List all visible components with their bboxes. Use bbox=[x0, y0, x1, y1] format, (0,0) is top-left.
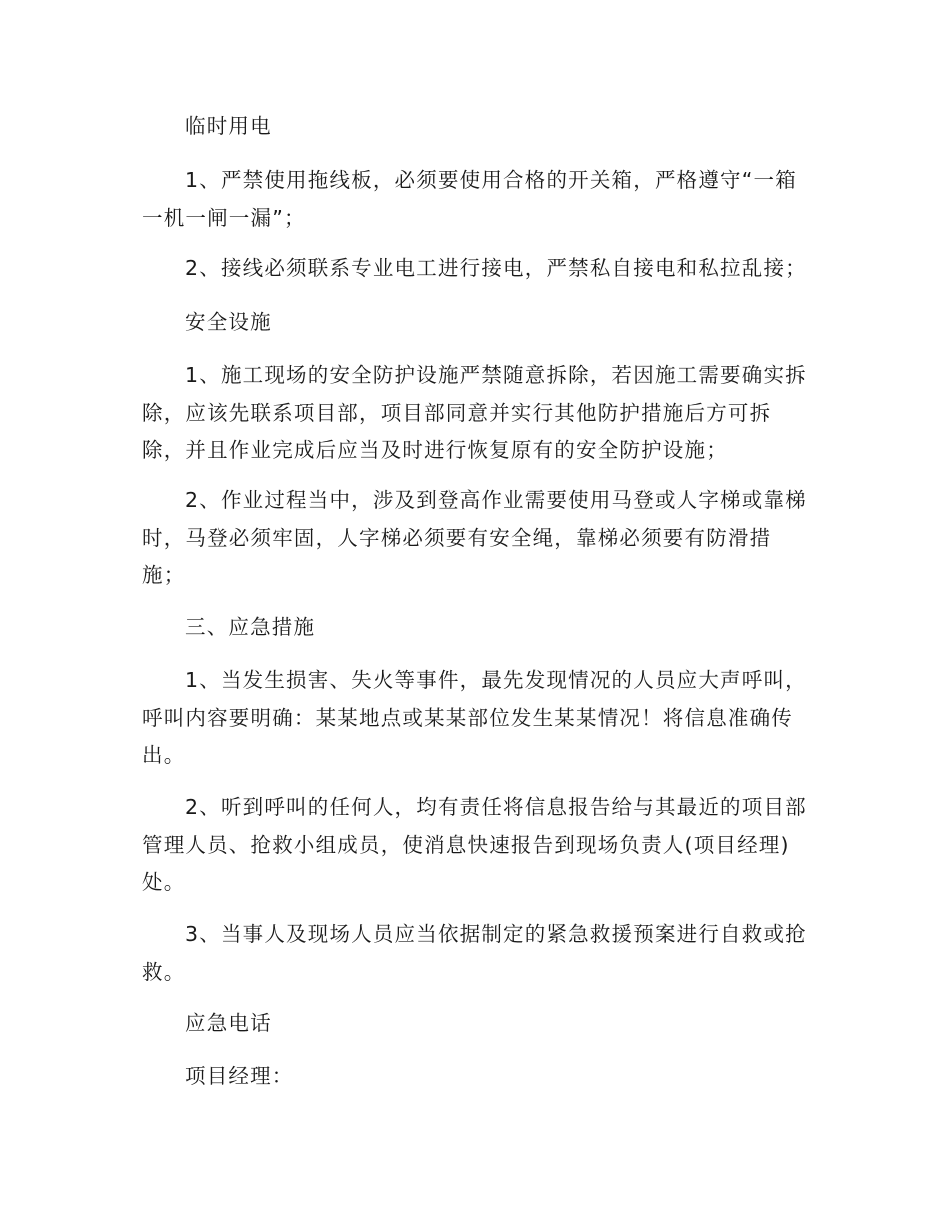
paragraph-call-for-help bbox=[142, 662, 807, 775]
text-line: 1、严禁使用拖线板，必须要使用合格的开关箱，严格遵守“一箱 bbox=[185, 168, 797, 192]
heading-emergency-measures bbox=[142, 609, 807, 647]
text-line: 一机一闸一漏”； bbox=[142, 205, 306, 230]
paragraph-working-at-height bbox=[142, 482, 807, 595]
text-line: 除，应该先联系项目部，项目部同意并实行其他防护措施后方可拆 bbox=[142, 400, 772, 425]
label-project-manager bbox=[142, 1058, 807, 1096]
text-line: 2、接线必须联系专业电工进行接电，严禁私自接电和私拉乱接； bbox=[185, 256, 807, 280]
text-line: 救。 bbox=[142, 959, 186, 984]
text-line: 1、施工现场的安全防护设施严禁随意拆除，若因施工需要确实拆 bbox=[185, 363, 807, 387]
text-line: 呼叫内容要明确：某某地点或某某部位发生某某情况！将信息准确传 bbox=[142, 705, 793, 730]
heading-safety-facilities bbox=[142, 304, 807, 342]
text-line: 安全设施 bbox=[185, 310, 272, 334]
text-line: 时，马登必须牢固，人字梯必须要有安全绳，靠梯必须要有防滑措 bbox=[142, 525, 772, 550]
text-line: 2、听到呼叫的任何人，均有责任将信息报告给与其最近的项目部 bbox=[185, 795, 807, 819]
text-line: 临时用电 bbox=[185, 114, 272, 138]
paragraph-wiring-rule bbox=[142, 250, 807, 288]
paragraph-protection-removal bbox=[142, 357, 807, 470]
text-line: 处。 bbox=[142, 870, 186, 894]
paragraph-self-rescue bbox=[142, 916, 807, 991]
text-line: 出。 bbox=[142, 743, 186, 767]
heading-temporary-electricity bbox=[142, 108, 807, 146]
text-line: 施； bbox=[142, 563, 186, 587]
heading-emergency-phone bbox=[142, 1005, 807, 1043]
paragraph-power-strip-rule bbox=[142, 162, 807, 237]
text-line: 管理人员、抢救小组成员，使消息快速报告到现场负责人(项目经理) bbox=[142, 832, 790, 857]
text-line: 应急电话 bbox=[185, 1011, 272, 1035]
text-line: 1、当发生损害、失火等事件，最先发现情况的人员应大声呼叫， bbox=[185, 668, 807, 692]
text-line: 项目经理： bbox=[185, 1064, 294, 1088]
text-line: 2、作业过程当中，涉及到登高作业需要使用马登或人字梯或靠梯 bbox=[185, 488, 807, 512]
text-line: 除，并且作业完成后应当及时进行恢复原有的安全防护设施； bbox=[142, 438, 728, 462]
text-line: 三、应急措施 bbox=[185, 615, 316, 639]
text-line: 3、当事人及现场人员应当依据制定的紧急救援预案进行自救或抢 bbox=[185, 922, 807, 946]
paragraph-report-information bbox=[142, 789, 807, 902]
